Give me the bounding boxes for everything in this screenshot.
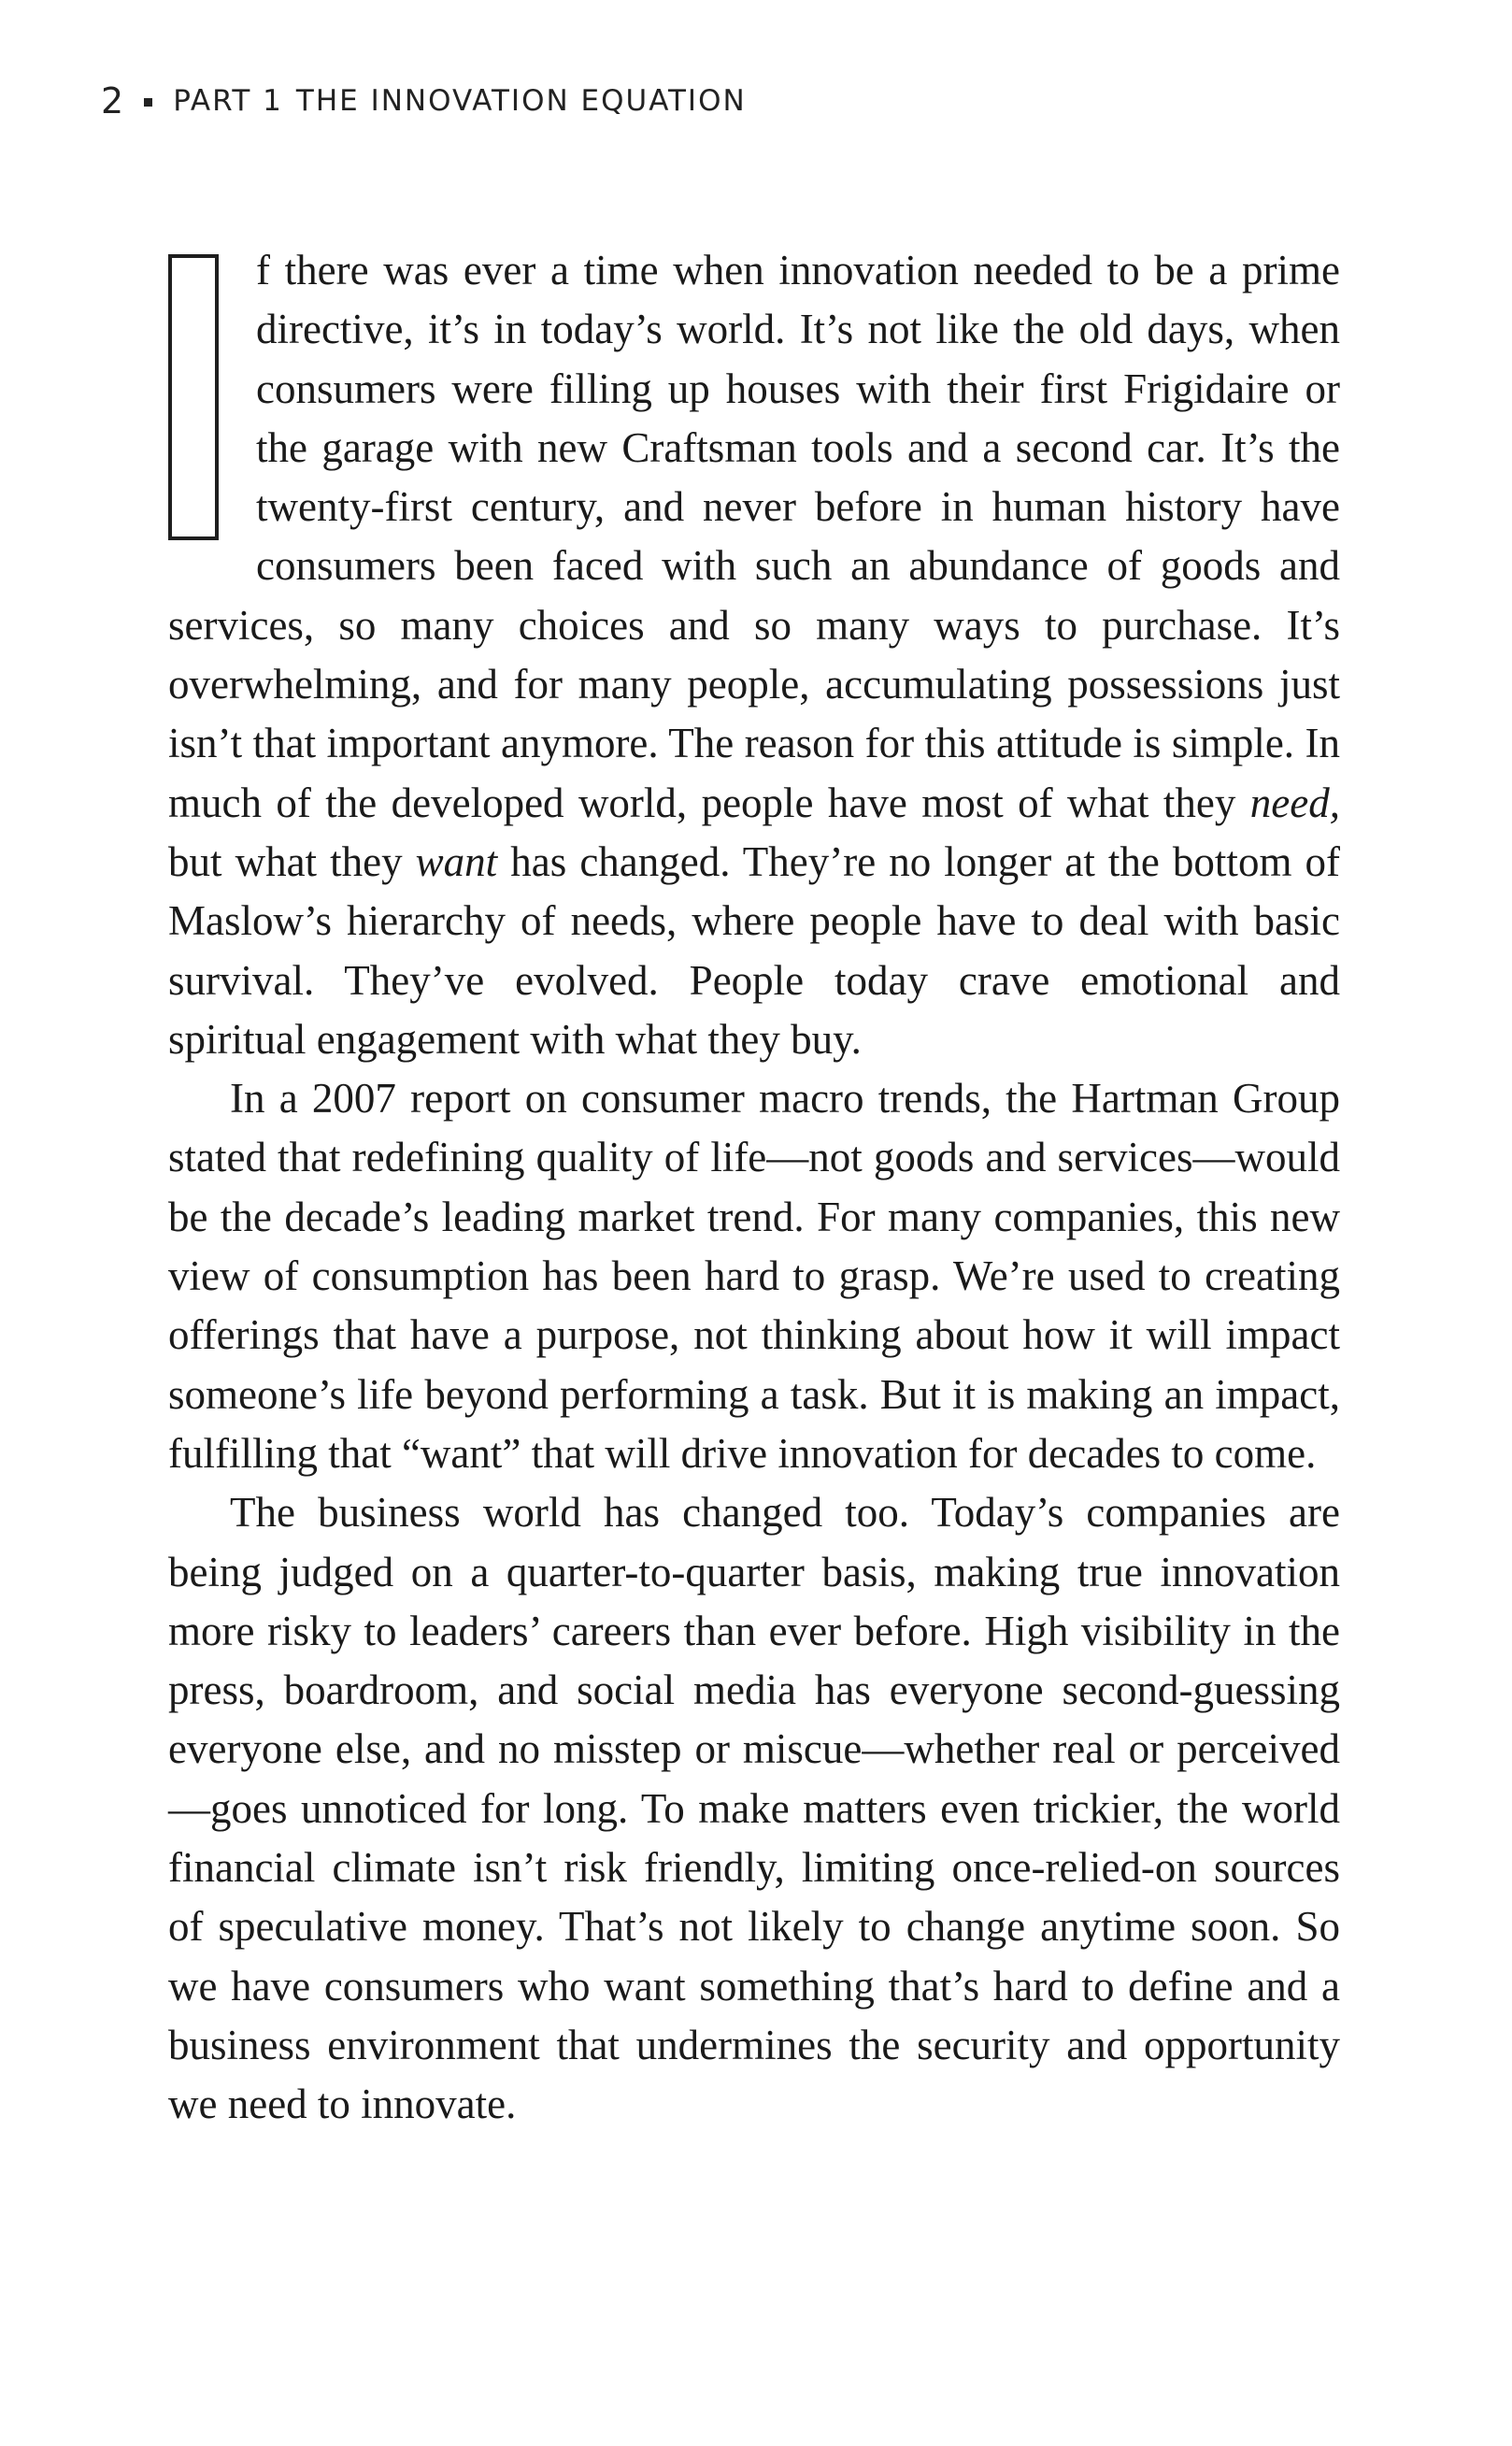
paragraph-3: The business world has changed too. Today’s companies are being judged on a quarter-to-quarter basis, making true innovation more risky to leaders’ careers than ever before. High visibility in the press, boardroom, and social media has everyone second-guessing everyone else, and no misstep or miscue—whether real or perceived—goes unnoticed for long. To make matters even trickier, the world financial climate isn’t risk friendly, limiting once-relied-on sources of speculative money. That’s not likely to change anytime soon. So we have consumers who want something that’s hard to define and a business environment that undermines the security and opportunity we need to innovate. [168,1489,1340,2128]
drop-cap-i [168,254,219,540]
paragraph-1-text-b: but what they [168,837,416,885]
body-text [168,241,1340,2135]
page-number: 2 [101,80,124,122]
emphasis-want: want [415,837,498,885]
emphasis-need: need, [1249,779,1340,826]
drop-cap-letter [172,258,173,259]
running-head [101,80,747,122]
chapter-title: THE INNOVATION EQUATION [295,84,747,118]
square-bullet-icon [144,98,152,107]
paragraph-1-text-c: has changed. They’re no longer at the bottom of Maslow’s hierarchy of needs, where people have to deal with basic survival. They’ve evolved. People today crave emotional and spiritual engagement with what they buy. [168,837,1340,1063]
paragraph-1-text-a: f there was ever a time when innovation needed to be a prime directive, it’s in today’s world. It’s not like the old days, when consumers were filling up houses with their first Frigidaire or the garage with new Craftsman tools and a second car. It’s the twenty-first century, and never before in human history have consumers been faced with such an abundance of goods and services, so many choices and so many ways to purchase. It’s overwhelming, and for many people, accumulating possessions just isn’t that important anymore. The reason for this attitude is simple. In much of the developed world, people have most of what they [168,247,1340,826]
paragraph-1 [168,241,1340,1069]
part-label: PART 1 [173,84,283,118]
paragraph-2: In a 2007 report on consumer macro trends, the Hartman Group stated that redefining quality of life—not goods and services—would be the decade’s leading market trend. For many companies, this new view of consumption has been hard to grasp. We’re used to creating offerings that have a purpose, not thinking about how it will impact someone’s life beyond performing a task. But it is making an impact, fulfilling that “want” that will drive innovation for decades to come. [168,1075,1340,1477]
